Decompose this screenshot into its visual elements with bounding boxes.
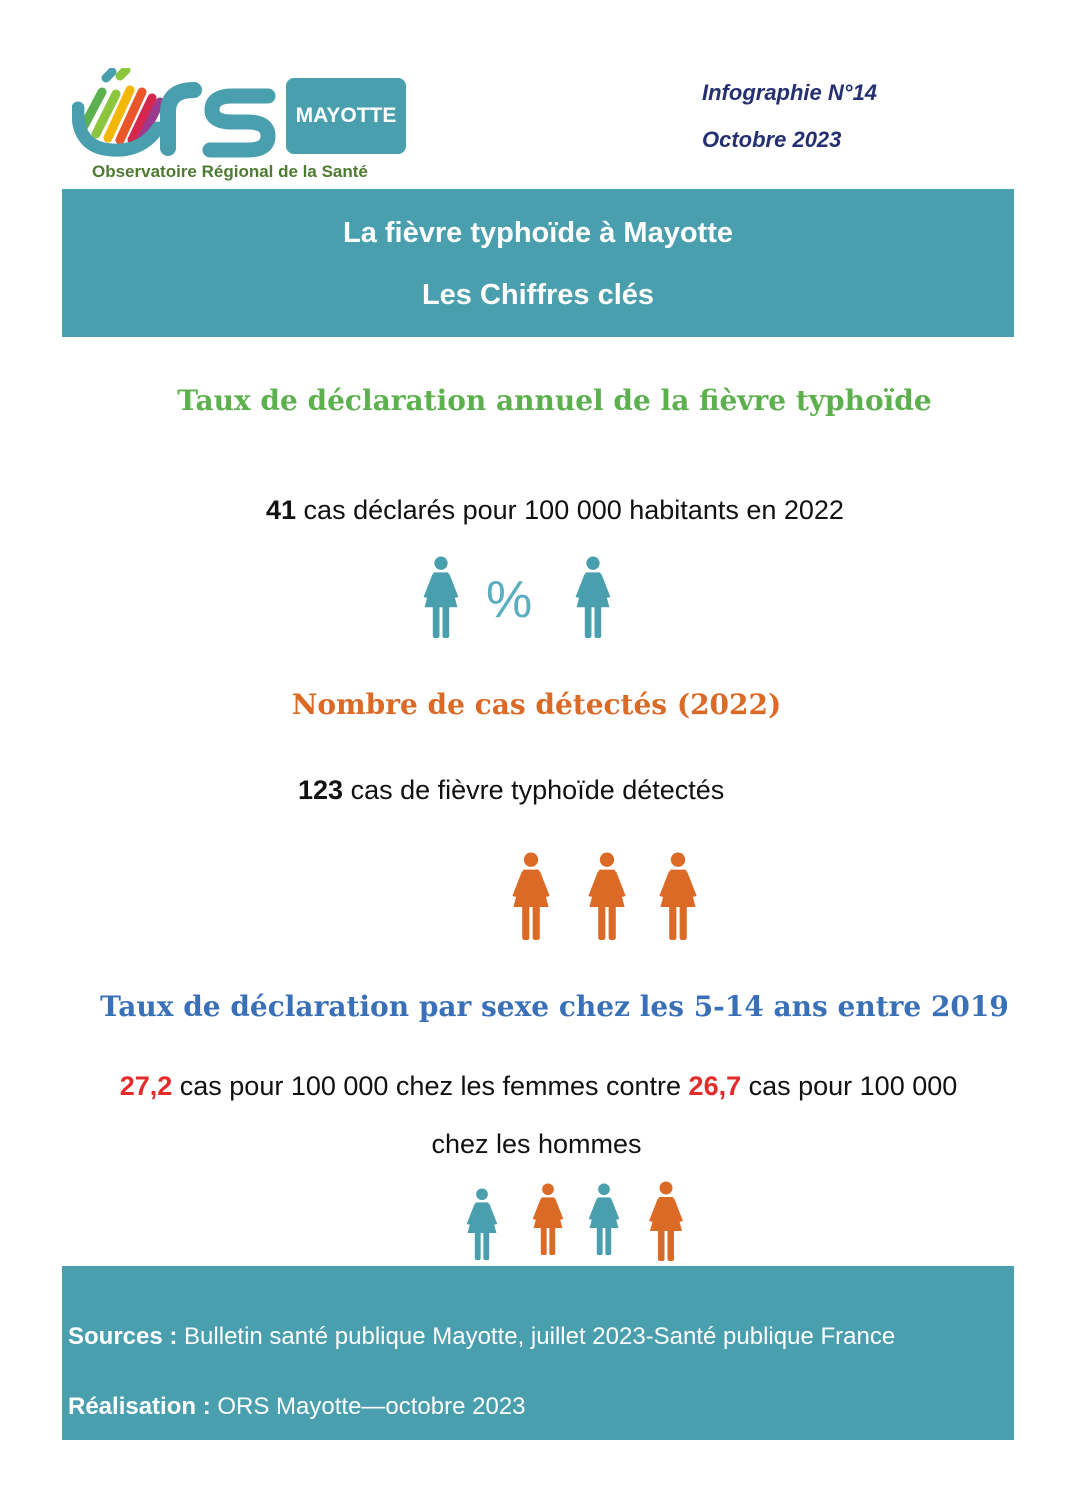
logo-stripes-icon: [84, 70, 160, 140]
male-rate-text: cas pour 100 000: [741, 1071, 958, 1101]
cases-stat: [298, 775, 724, 806]
sex-rate-stat: [2, 1071, 1073, 1102]
footer-sources: [68, 1323, 895, 1351]
page-subtitle: Les Chiffres clés: [421, 279, 655, 311]
female-rate-value: 27,2: [119, 1071, 173, 1101]
female-person-icon: [572, 556, 614, 638]
female-rate-text: cas pour 100 000 chez les femmes contre: [172, 1071, 689, 1101]
cases-text: cas de fièvre typhoïde détectés: [343, 775, 725, 805]
female-person-icon: [530, 1180, 566, 1258]
annual-rate-heading: Taux de déclaration annuel de la fièvre typhoïde: [177, 384, 932, 417]
page-title: La fièvre typhoïde à Mayotte: [343, 217, 733, 249]
sources-label: Sources :: [68, 1323, 178, 1350]
logo-region: MAYOTTE: [295, 104, 397, 127]
title-banner: [62, 189, 1014, 337]
female-person-icon: [656, 850, 700, 942]
sex-rate-heading: Taux de déclaration par sexe chez les 5-14 ans entre 2019: [100, 990, 1009, 1023]
female-person-icon: [585, 850, 629, 942]
credits-text: ORS Mayotte—octobre 2023: [210, 1393, 526, 1420]
annual-rate-text: cas déclarés pour 100 000 habitants en 2022: [296, 495, 844, 525]
female-person-icon: [464, 1186, 500, 1262]
credits-label: Réalisation :: [68, 1393, 211, 1420]
cases-heading: Nombre de cas détectés (2022): [291, 688, 782, 721]
cases-value: 123: [298, 775, 344, 805]
issue-number: Infographie N°14: [702, 80, 878, 105]
sources-text: Bulletin santé publique Mayotte, juillet 2023-Santé publique France: [177, 1323, 896, 1350]
annual-rate-value: 41: [266, 495, 297, 525]
footer-credits: [68, 1393, 526, 1421]
female-person-icon: [420, 556, 462, 638]
female-person-icon: [509, 850, 553, 942]
annual-rate-stat: [266, 495, 844, 526]
issue-date: Octobre 2023: [702, 127, 842, 152]
female-person-icon: [586, 1180, 622, 1258]
male-rate-value: 26,7: [688, 1071, 742, 1101]
sex-rate-stat-continued: chez les hommes: [431, 1129, 642, 1159]
logo-tagline: Observatoire Régional de la Santé: [92, 162, 368, 181]
logo-region-box: [286, 78, 406, 154]
percent-symbol: %: [486, 571, 533, 629]
footer-banner: [62, 1266, 1014, 1440]
female-person-icon: [646, 1180, 686, 1262]
